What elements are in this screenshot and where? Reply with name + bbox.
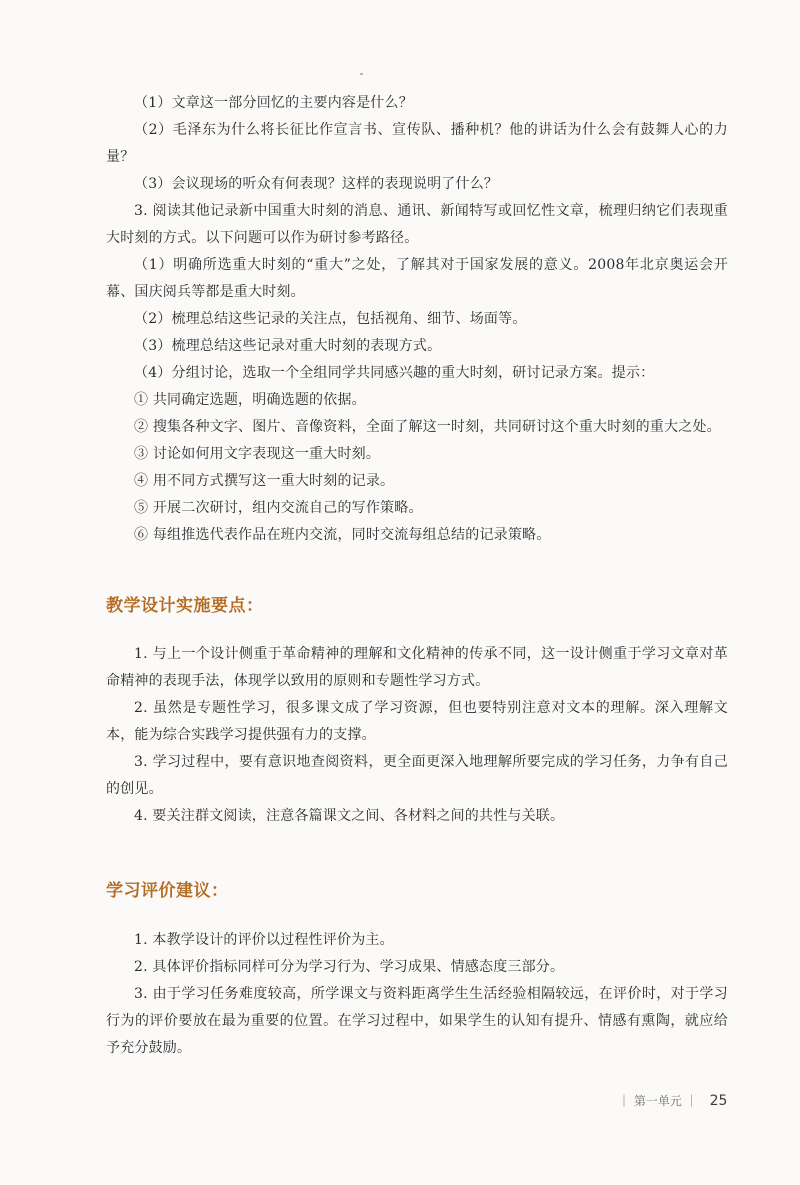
page-number: 25 — [709, 1093, 728, 1109]
task-3-step-3: （3）梳理总结这些记录对重大时刻的表现方式。 — [134, 338, 442, 354]
question-2: （2）毛泽东为什么将长征比作宣言书、宣传队、播种机？他的讲话为什么会有鼓舞人心的力量？ — [106, 122, 728, 165]
evaluation-point-2: 2. 具体评价指标同样可分为学习行为、学习成果、情感态度三部分。 — [134, 959, 565, 975]
task-3-step-2: （2）梳理总结这些记录的关注点，包括视角、细节、场面等。 — [134, 311, 527, 327]
section-questions — [106, 90, 728, 549]
hint-6: ⑥ 每组推选代表作品在班内交流，同时交流每组总结的记录策略。 — [134, 527, 551, 543]
task-3-step-4: （4）分组讨论，选取一个全组同学共同感兴趣的重大时刻，研讨记录方案。提示： — [134, 365, 655, 381]
evaluation-point-1: 1. 本教学设计的评价以过程性评价为主。 — [134, 932, 394, 948]
section-heading-implementation: 教学设计实施要点： — [106, 596, 264, 616]
implementation-point-1: 1. 与上一个设计侧重于革命精神的理解和文化精神的传承不同，这一设计侧重于学习文章对革命精神的表现手法，体现学以致用的原则和专题性学习方式。 — [106, 646, 728, 689]
page-mark — [360, 73, 363, 75]
hint-4: ④ 用不同方式撰写这一重大时刻的记录。 — [134, 473, 395, 489]
implementation-point-4: 4. 要关注群文阅读，注意各篇课文之间、各材料之间的共性与关联。 — [134, 808, 565, 824]
question-3: （3）会议现场的听众有何表现？这样的表现说明了什么？ — [134, 176, 499, 192]
page-footer — [618, 1092, 727, 1109]
hint-3: ③ 讨论如何用文字表现这一重大时刻。 — [134, 446, 381, 462]
unit-label: ｜ 第一单元 ｜ — [618, 1094, 698, 1108]
implementation-point-3: 3. 学习过程中，要有意识地查阅资料，更全面更深入地理解所要完成的学习任务，力争有自己的创见。 — [106, 754, 728, 797]
task-3-intro: 3. 阅读其他记录新中国重大时刻的消息、通讯、新闻特写或回忆性文章，梳理归纳它们表现重大时刻的方式。以下问题可以作为研讨参考路径。 — [106, 203, 728, 246]
section-implementation — [106, 641, 728, 830]
hint-2: ② 搜集各种文字、图片、音像资料，全面了解这一时刻，共同研讨这个重大时刻的重大之处。 — [134, 419, 721, 435]
section-heading-evaluation: 学习评价建议： — [106, 881, 229, 901]
task-3-step-1: （1）明确所选重大时刻的“重大”之处，了解其对于国家发展的意义。2008年北京奥运会开幕、国庆阅兵等都是重大时刻。 — [106, 257, 728, 300]
implementation-point-2: 2. 虽然是专题性学习，很多课文成了学习资源，但也要特别注意对文本的理解。深入理解文本，能为综合实践学习提供强有力的支撑。 — [106, 700, 728, 743]
evaluation-point-3: 3. 由于学习任务难度较高，所学课文与资料距离学生生活经验相隔较远，在评价时，对于学习行为的评价要放在最为重要的位置。在学习过程中，如果学生的认知有提升、情感有熏陶，就应给予充分鼓励。 — [106, 986, 728, 1056]
hint-5: ⑤ 开展二次研讨，组内交流自己的写作策略。 — [134, 500, 423, 516]
question-1: （1）文章这一部分回忆的主要内容是什么？ — [134, 95, 413, 111]
section-evaluation — [106, 927, 728, 1062]
hint-1: ① 共同确定选题，明确选题的依据。 — [134, 392, 366, 408]
